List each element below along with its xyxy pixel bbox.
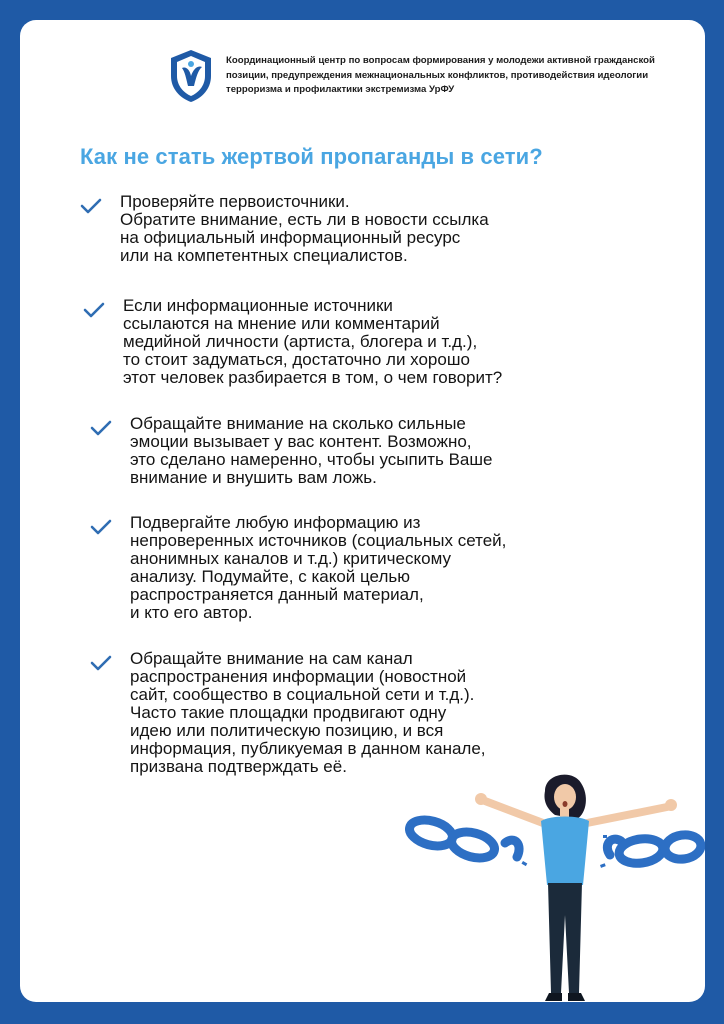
list-item bbox=[90, 415, 650, 487]
list-item-text: Проверяйте первоисточники. Обратите внимание, есть ли в новости ссылка на официальный информационный ресурс или на компетентных специалистов. bbox=[120, 192, 489, 265]
woman-breaking-chains-illustration bbox=[405, 765, 705, 1002]
shield-logo-icon bbox=[168, 48, 214, 104]
left-chain-icon bbox=[407, 816, 519, 863]
organization-name: Координационный центр по вопросам формирования у молодежи активной гражданской позиции, предупреждения межнациональных конфликтов, противодействия идеологии терроризма и профилактики экстремизма УрФУ bbox=[226, 55, 655, 95]
list-item bbox=[83, 297, 643, 387]
list-item-text: Обращайте внимание на сколько сильные эмоции вызывает у вас контент. Возможно, это сделано намеренно, чтобы усыпить Ваше внимание и внушить вам ложь. bbox=[130, 414, 493, 487]
checkmark-icon bbox=[83, 301, 105, 319]
list-item-text: Обращайте внимание на сам канал распространения информации (новостной сайт, сообщество в социальной сети и т.д.). Часто такие площадки продвигают одну идею или политическую позицию, и вся информация, публикуемая в данном канале, призвана подтверждать её. bbox=[130, 649, 486, 776]
list-item bbox=[90, 650, 650, 776]
list-item bbox=[80, 193, 640, 265]
poster-card bbox=[20, 20, 705, 1002]
list-item bbox=[90, 514, 650, 622]
right-chain-icon bbox=[607, 833, 702, 866]
list-item-text: Если информационные источники ссылаются на мнение или комментарий медийной личности (артиста, блогера и т.д.), то стоит задуматься, достаточно ли хорошо этот человек разбирается в том, о чем говорит? bbox=[123, 296, 503, 387]
page-title: Как не стать жертвой пропаганды в сети? bbox=[80, 144, 543, 169]
checkmark-icon bbox=[90, 419, 112, 437]
checkmark-icon bbox=[90, 654, 112, 672]
header bbox=[168, 48, 688, 108]
list-item-text: Подвергайте любую информацию из непроверенных источников (социальных сетей, анонимных каналов и т.д.) критическому анализу. Подумайте, с какой целью распространяется данный материал, и кто его автор. bbox=[130, 513, 507, 622]
checkmark-icon bbox=[90, 518, 112, 536]
checkmark-icon bbox=[80, 197, 102, 215]
